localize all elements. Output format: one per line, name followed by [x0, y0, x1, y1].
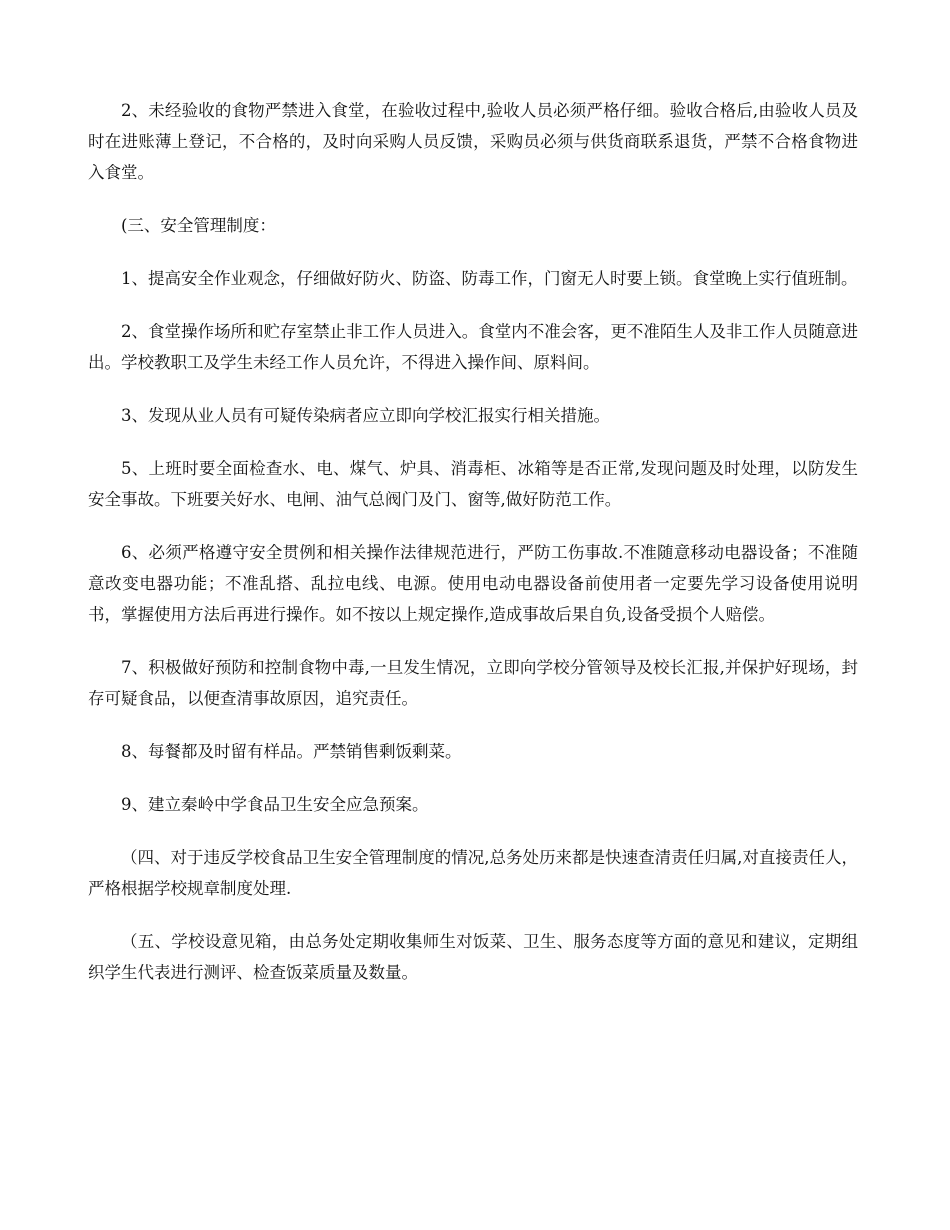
paragraph-safety-rule-8: 8、每餐都及时留有样品。严禁销售剩饭剩菜。 — [121, 742, 462, 761]
paragraph-safety-rule-5: 5、上班时要全面检查水、电、煤气、炉具、消毒柜、冰箱等是否正常,发现问题及时处理，以防发生安全事故。下班要关好水、电闸、油气总阀门及门、窗等,做好防范工作。 — [88, 459, 858, 509]
paragraph-safety-rule-9: 9、建立秦岭中学食品卫生安全应急预案。 — [121, 795, 429, 814]
paragraph-safety-rule-7: 7、积极做好预防和控制食物中毒,一旦发生情况，立即向学校分管领导及校长汇报,并保护好现场，封存可疑食品，以便查清事故原因，追究责任。 — [88, 658, 858, 708]
section-four-violations: （四、对于违反学校食品卫生安全管理制度的情况,总务处历来都是快速查清责任归属,对直接责任人，严格根据学校规章制度处理. — [88, 848, 858, 898]
paragraph-safety-rule-2: 2、食堂操作场所和贮存室禁止非工作人员进入。食堂内不准会客，更不准陌生人及非工作人员随意进出。学校教职工及学生未经工作人员允许，不得进入操作间、原料间。 — [88, 322, 858, 372]
section-heading-safety-management: (三、安全管理制度： — [121, 216, 276, 235]
paragraph-safety-rule-6: 6、必须严格遵守安全贯例和相关操作法律规范进行，严防工伤事故.不准随意移动电器设备；不准随意改变电器功能；不准乱搭、乱拉电线、电源。使用电动电器设备前使用者一定要先学习设备使用说明书，掌握使用方法后再进行操作。如不按以上规定操作,造成事故后果自负,设备受损个人赔偿。 — [88, 543, 858, 624]
paragraph-safety-rule-1: 1、提高安全作业观念，仔细做好防火、防盗、防毒工作，门窗无人时要上锁。食堂晚上实行值班制。 — [121, 269, 858, 288]
paragraph-safety-rule-3: 3、发现从业人员有可疑传染病者应立即向学校汇报实行相关措施。 — [121, 406, 610, 425]
document-body — [88, 95, 858, 1010]
section-five-suggestion-box: （五、学校设意见箱，由总务处定期收集师生对饭菜、卫生、服务态度等方面的意见和建议，定期组织学生代表进行测评、检查饭菜质量及数量。 — [88, 932, 858, 982]
paragraph-acceptance-rule-2: 2、未经验收的食物严禁进入食堂，在验收过程中,验收人员必须严格仔细。验收合格后,由验收人员及时在进账薄上登记，不合格的，及时向采购人员反馈，采购员必须与供货商联系退货，严禁不合格食物进入食堂。 — [88, 101, 858, 182]
